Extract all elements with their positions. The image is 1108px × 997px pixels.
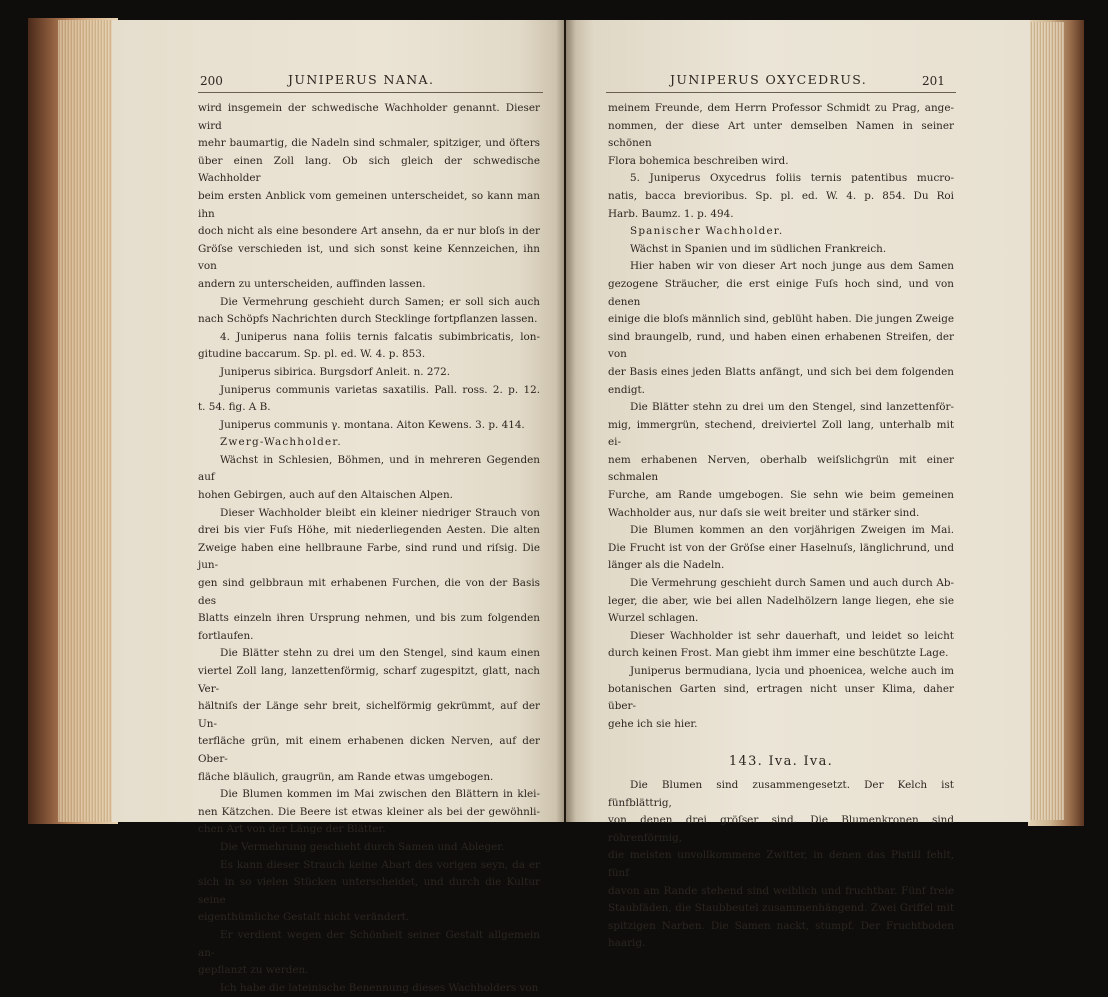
text-line: länger als die Nadeln. (608, 559, 725, 572)
text-line: Wächst in Spanien und im südlichen Frankreich. (630, 242, 887, 255)
section-heading: 143. Iva. Iva. (728, 754, 834, 770)
text-line: haarig. (608, 937, 646, 950)
text-line: spitzigen Narben. Die Samen nackt, stumpf. Der Fruchtboden (608, 919, 954, 932)
text-line: Spanischer Wachholder. (630, 225, 784, 238)
text-line: Furche, am Rande umgebogen. Sie sehn wie beim gemeinen (608, 489, 954, 502)
text-line: t. 54. fig. A B. (198, 401, 271, 414)
header-rule (198, 92, 543, 93)
text-line: chen Art von der Länge der Blätter. (198, 823, 386, 836)
text-line: Wurzel schlagen. (608, 612, 699, 625)
text-line: drei bis vier Fuſs Höhe, mit niederliegenden Aesten. Die alten (198, 524, 540, 537)
running-title: JUNIPERUS OXYCEDRUS. (670, 72, 868, 87)
header-rule (606, 92, 956, 93)
book-gutter (556, 20, 576, 822)
text-line: doch nicht als eine besondere Art ansehn, da er nur bloſs in der (198, 225, 540, 238)
text-line: die meisten unvollkommene Zwitter, in denen das Pistill fehlt, fünf (608, 849, 954, 879)
text-line: gen sind gelbbraun mit erhabenen Furchen, die von der Basis des (198, 577, 540, 607)
text-line: Dieser Wachholder bleibt ein kleiner niedriger Strauch von (220, 506, 540, 519)
text-line: viertel Zoll lang, lanzettenförmig, scharf zugespitzt, glatt, nach Ver- (198, 665, 540, 695)
text-line: Hier haben wir von dieser Art noch junge aus dem Samen (630, 260, 954, 273)
text-line: gehe ich sie hier. (608, 717, 698, 730)
page-body (608, 100, 954, 953)
text-line: beim ersten Anblick vom gemeinen unterscheidet, so kann man ihn (198, 189, 540, 220)
text-line: nach Schöpfs Nachrichten durch Stecklinge fortpflanzen lassen. (198, 313, 538, 326)
text-line: davon am Rande stehend sind weiblich und fruchtbar. Fünf freie (608, 884, 954, 897)
page-edges-right (1030, 22, 1064, 820)
text-line: Dieser Wachholder ist sehr dauerhaft, und leidet so leicht (630, 629, 954, 642)
text-line: Wachholder aus, nur daſs sie weit breiter und stärker sind. (608, 506, 920, 519)
text-line: gezogene Sträucher, die erst einige Fuſs hoch sind, und von denen (608, 277, 954, 308)
text-line: Juniperus bermudiana, lycia und phoenicea, welche auch im (630, 665, 954, 677)
text-line: gitudine baccarum. Sp. pl. ed. W. 4. p. 853. (198, 348, 426, 361)
text-line: sich in so vielen Stücken unterscheidet, und durch die Kultur seine (198, 876, 540, 906)
page-number: 200 (200, 74, 223, 88)
text-line: durch keinen Frost. Man giebt ihm immer eine beschützte Lage. (608, 647, 949, 660)
text-line: hältniſs der Länge sehr breit, sichelförmig gekrümmt, auf der Un- (198, 700, 540, 730)
text-line: 5. Juniperus Oxycedrus foliis ternis patentibus mucro- (630, 172, 954, 185)
text-line: Die Blätter stehn zu drei um den Stengel, sind kaum einen (220, 647, 540, 660)
text-line: über einen Zoll lang. Ob sich gleich der schwedische Wachholder (198, 154, 540, 185)
text-line: Die Vermehrung geschieht durch Samen und auch durch Ab- (630, 577, 954, 590)
text-line: Die Blumen kommen an den vorjährigen Zweigen im Mai. (630, 524, 954, 537)
text-line: fläche bläulich, graugrün, am Rande etwas umgebogen. (198, 770, 494, 783)
text-line: Staubfäden, die Staubbeutel zusammenhängend. Zwei Griffel mit (608, 902, 954, 915)
right-page (566, 20, 1030, 950)
text-line: wird insgemein der schwedische Wachholder genannt. Dieser wird (198, 102, 540, 132)
text-line: Die Frucht ist von der Gröſse einer Haselnuſs, länglichrund, und (608, 541, 954, 554)
left-page (112, 20, 564, 994)
text-line: Die Blätter stehn zu drei um den Stengel, sind lanzettenför- (630, 401, 954, 414)
text-line: Die Vermehrung geschieht durch Samen; er soll sich auch (220, 295, 540, 308)
text-line: Die Blumen kommen im Mai zwischen den Blättern in klei- (220, 788, 540, 801)
text-line: von denen drei gröſser sind. Die Blumenkronen sind röhrenförmig, (608, 814, 954, 844)
text-line: eigenthümliche Gestalt nicht verändert. (198, 911, 410, 924)
text-line: terfläche grün, mit einem erhabenen dicken Nerven, auf der Ober- (198, 735, 540, 765)
paragraphs (608, 100, 954, 733)
running-title: JUNIPERUS NANA. (288, 72, 435, 87)
text-line: Gröſse verschieden ist, und sich sonst keine Kennzeichen, ihn von (198, 242, 540, 273)
text-line: hohen Gebirgen, auch auf den Altaischen Alpen. (198, 489, 453, 502)
text-line: meinem Freunde, dem Herrn Professor Schmidt zu Prag, ange- (608, 102, 954, 114)
text-line: andern zu unterscheiden, auffinden lassen. (198, 277, 426, 290)
text-line: Wächst in Schlesien, Böhmen, und in mehreren Gegenden auf (198, 453, 540, 484)
text-line: mig, immergrün, stechend, dreiviertel Zoll lang, unterhalb mit ei- (608, 418, 954, 449)
text-line: mehr baumartig, die Nadeln sind schmaler, spitziger, und öfters (198, 137, 540, 150)
text-line: Flora bohemica beschreiben wird. (608, 154, 789, 167)
text-line: nen Kätzchen. Die Beere ist etwas kleiner als bei der gewöhnli- (198, 805, 540, 818)
text-line: nem erhabenen Nerven, oberhalb weiſslichgrün mit einer schmalen (608, 453, 954, 484)
text-line: Zwerg-Wachholder. (220, 436, 342, 449)
text-line: botanischen Garten sind, ertragen nicht unser Klima, daher über- (608, 682, 954, 713)
text-line: Harb. Baumz. 1. p. 494. (608, 207, 734, 220)
text-line: Juniperus communis varietas saxatilis. Pall. ross. 2. p. 12. (220, 383, 540, 396)
page-body (198, 100, 540, 997)
text-line: leger, die aber, wie bei allen Nadelhölzern lange liegen, ehe sie (608, 594, 954, 607)
text-line: endigt. (608, 383, 645, 396)
text-line: gepflanzt zu werden. (198, 964, 309, 977)
text-line: Juniperus communis γ. montana. Aiton Kewens. 3. p. 414. (220, 418, 525, 431)
text-line: Juniperus sibirica. Burgsdorf Anleit. n. 272. (220, 365, 451, 378)
text-line: natis, bacca brevioribus. Sp. pl. ed. W. 4. p. 854. Du Roi (608, 189, 954, 202)
text-line: Die Blumen sind zusammengesetzt. Der Kelch ist fünfblättrig, (608, 778, 954, 809)
text-line: Es kann dieser Strauch keine Abart des vorigen seyn, da er (220, 858, 540, 871)
text-line: sind braungelb, rund, und haben einen erhabenen Streifen, der von (608, 330, 954, 361)
text-line: Die Vermehrung geschieht durch Samen und Ableger. (220, 840, 505, 853)
text-line: Blatts einzeln ihren Ursprung nehmen, und bis zum folgenden (198, 612, 540, 625)
spacer (608, 733, 954, 743)
text-line: Zweige haben eine hellbraune Farbe, sind rund und riſsig. Die jun- (198, 541, 540, 572)
text-line: Ich habe die lateinische Benennung dieses Wachholders von (220, 981, 539, 994)
section-body (608, 777, 954, 953)
text-line: 4. Juniperus nana foliis ternis falcatis subimbricatis, lon- (220, 330, 540, 343)
page-edges-left (58, 20, 114, 822)
text-line: Er verdient wegen der Schönheit seiner Gestalt allgemein an- (198, 928, 540, 959)
text-line: fortlaufen. (198, 629, 254, 642)
page-number: 201 (922, 74, 945, 88)
text-line: nommen, der diese Art unter demselben Namen in seiner schönen (608, 119, 954, 150)
text-line: einige die bloſs männlich sind, geblüht haben. Die jungen Zweige (608, 313, 954, 326)
text-line: der Basis eines jeden Blatts anfängt, und sich bei dem folgenden (608, 365, 954, 378)
